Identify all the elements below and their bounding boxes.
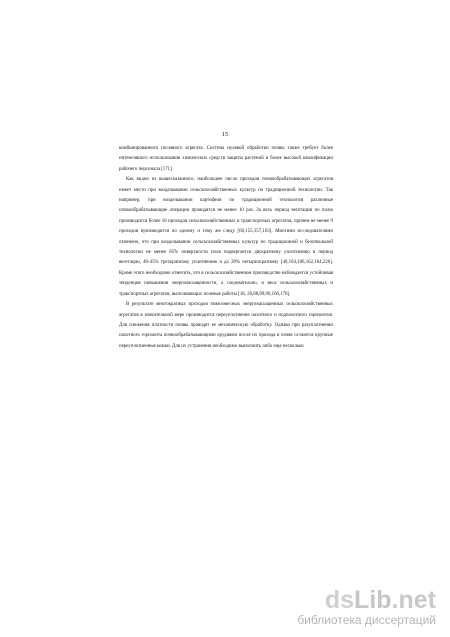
logo-lib: Lib <box>354 586 392 614</box>
paragraph-1: комбинированного посевного агрегата. Система нулевой обработки почвы также требует более интенсивного использования химических средств защиты растений и более высокой квалификации рабочего персонала [171]. <box>119 146 333 172</box>
paragraph-2: Как видно из вышесказанного, наибольшее число проходов почвообрабатывающих агрегатов имеет место при возделывании сельскохозяйственных культур по традиционной технологии. Так например, при возделывании картофеля по традиционной технологии различные почвообрабатывающие операции проводятся не менее 10 раз. За весь период вегетации по полю производится более 18 проходов сельскохозяйственных и транспортных агрегатов, причем не менее 9 проходов производится по одному и тому же следу [66,155,157,163]. Многими исследователями отмечено, что при возделывании сельскохозяйственных культур по традиционной и безотвальной технологии не менее 85% поверхности поля подвергается двукратному уплотнению в период вегетации, 40-45% трехкратному уплотнению и до 20% четырехкратному [40,104,106,162,164,226]. Кроме этого необходимо отметить, что в сельскохозяйственном производстве наблюдается устойчивая тенденция повышения энергонасыщенности, а следовательно, и веса сельскохозяйственных и транспортных агрегатов, выполняющих полевые работы [18, 20,88,89,90,166,178]. <box>119 177 333 297</box>
page-number: 15 <box>221 131 229 138</box>
paragraph-3: В результате многократных проходов тяжеловесных энергонасыщенных сельскохозяйственных агрегатов в значительной мере производится переуплотнение пахотного и подпахотного горизонтов. Для снижения плотности почвы проводят ее механическую обработку. Однако при разуплотнении пахотного горизонта почвообрабатывающими орудиями после их прохода в почве остаются крупные переуплотненные комки. Для их устранения необходимо выполнить либо еще несколько <box>119 302 333 349</box>
logo-ds: ds <box>324 586 355 614</box>
dslib-logo <box>297 587 436 613</box>
watermark-tagline: библиотека диссертаций <box>297 613 436 627</box>
logo-net: .net <box>391 586 436 614</box>
dslib-watermark <box>297 587 436 627</box>
body-text <box>119 144 333 352</box>
